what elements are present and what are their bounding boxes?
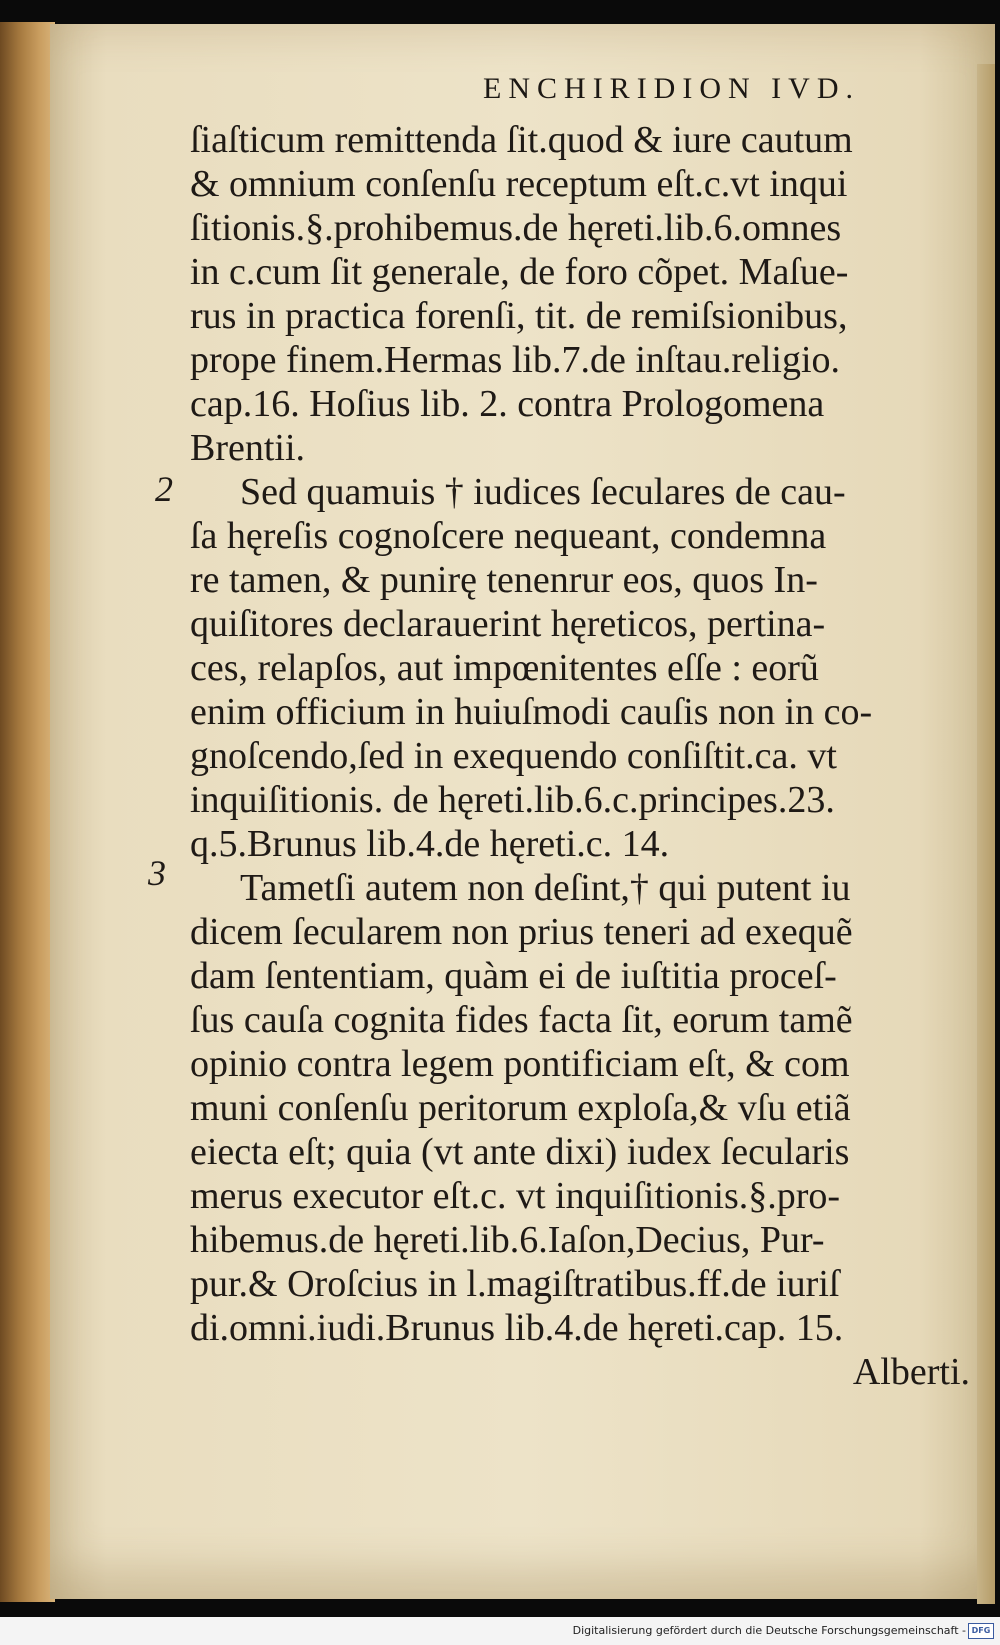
page-fore-edge [977,64,995,1604]
text-line: prope finem.Hermas lib.7.de inſtau.religio. [190,339,841,381]
text-line: ſus cauſa cognita fides facta ſit, eorum tamẽ [190,999,853,1041]
dfg-logo-badge: DFG [968,1623,994,1639]
book-spine-edge [0,22,55,1602]
text-line: quiſitores declarauerint hęreticos, pertina- [190,603,826,645]
text-line: in c.cum ſit generale, de foro cõpet. Maſue- [190,251,849,293]
text-line: ſiaſticum remittenda ſit.quod & iure cautum [190,119,853,161]
text-line: enim officium in huiuſmodi cauſis non in co- [190,691,873,733]
paragraph-3 [190,866,970,1350]
text-line: eiecta eſt; quia (vt ante dixi) iudex ſecularis [190,1131,850,1173]
text-line: opinio contra legem pontificiam eſt, & com [190,1043,850,1085]
text-line: Brentii. [190,427,306,469]
text-line: gnoſcendo,ſed in exequendo conſiſtit.ca. vt [190,735,837,777]
text-line: Sed quamuis † iudices ſeculares de cau- [240,471,846,513]
text-line: di.omni.iudi.Brunus lib.4.de hęreti.cap. 15. [190,1307,844,1349]
text-line: muni conſenſu peritorum exploſa,& vſu etiã [190,1087,851,1129]
page-body-text [190,118,970,1394]
marginal-number-2: 2 [155,469,173,509]
paragraph-2 [190,470,970,866]
text-line: inquiſitionis. de hęreti.lib.6.c.principes.23. [190,779,835,821]
text-line: dam ſententiam, quàm ei de iuſtitia proceſ- [190,955,837,997]
text-line: ſitionis.§.prohibemus.de hęreti.lib.6.omnes [190,207,842,249]
text-line: Tametſi autem non deſint,† qui putent iu [240,867,851,909]
digitization-credit-text: Digitalisierung gefördert durch die Deutsche Forschungsgemeinschaft - [572,1624,966,1637]
text-line: ſa hęreſis cognoſcere nequeant, condemna [190,515,827,557]
text-line: rus in practica forenſi, tit. de remiſsionibus, [190,295,848,337]
paragraph-continued [190,118,970,470]
text-line: ces, relapſos, aut impœnitentes eſſe : eorũ [190,647,819,689]
text-line: hibemus.de hęreti.lib.6.Iaſon,Decius, Pur- [190,1219,825,1261]
digitization-credit-bar [0,1617,1000,1645]
running-head: ENCHIRIDION IVD. [483,72,860,105]
catchword: Alberti. [852,1351,970,1393]
text-line: dicem ſecularem non prius teneri ad exequẽ [190,911,853,953]
marginal-number-3: 3 [148,853,166,893]
text-line: & omnium conſenſu receptum eſt.c.vt inqui [190,163,848,205]
text-line: cap.16. Hoſius lib. 2. contra Prologomena [190,383,825,425]
text-line: q.5.Brunus lib.4.de hęreti.c. 14. [190,823,670,865]
text-line: merus executor eſt.c. vt inquiſitionis.§.pro- [190,1175,841,1217]
text-line: pur.& Oroſcius in l.magiſtratibus.ff.de iuriſ [190,1263,840,1305]
text-line: re tamen, & punirę tenenrur eos, quos In- [190,559,818,601]
